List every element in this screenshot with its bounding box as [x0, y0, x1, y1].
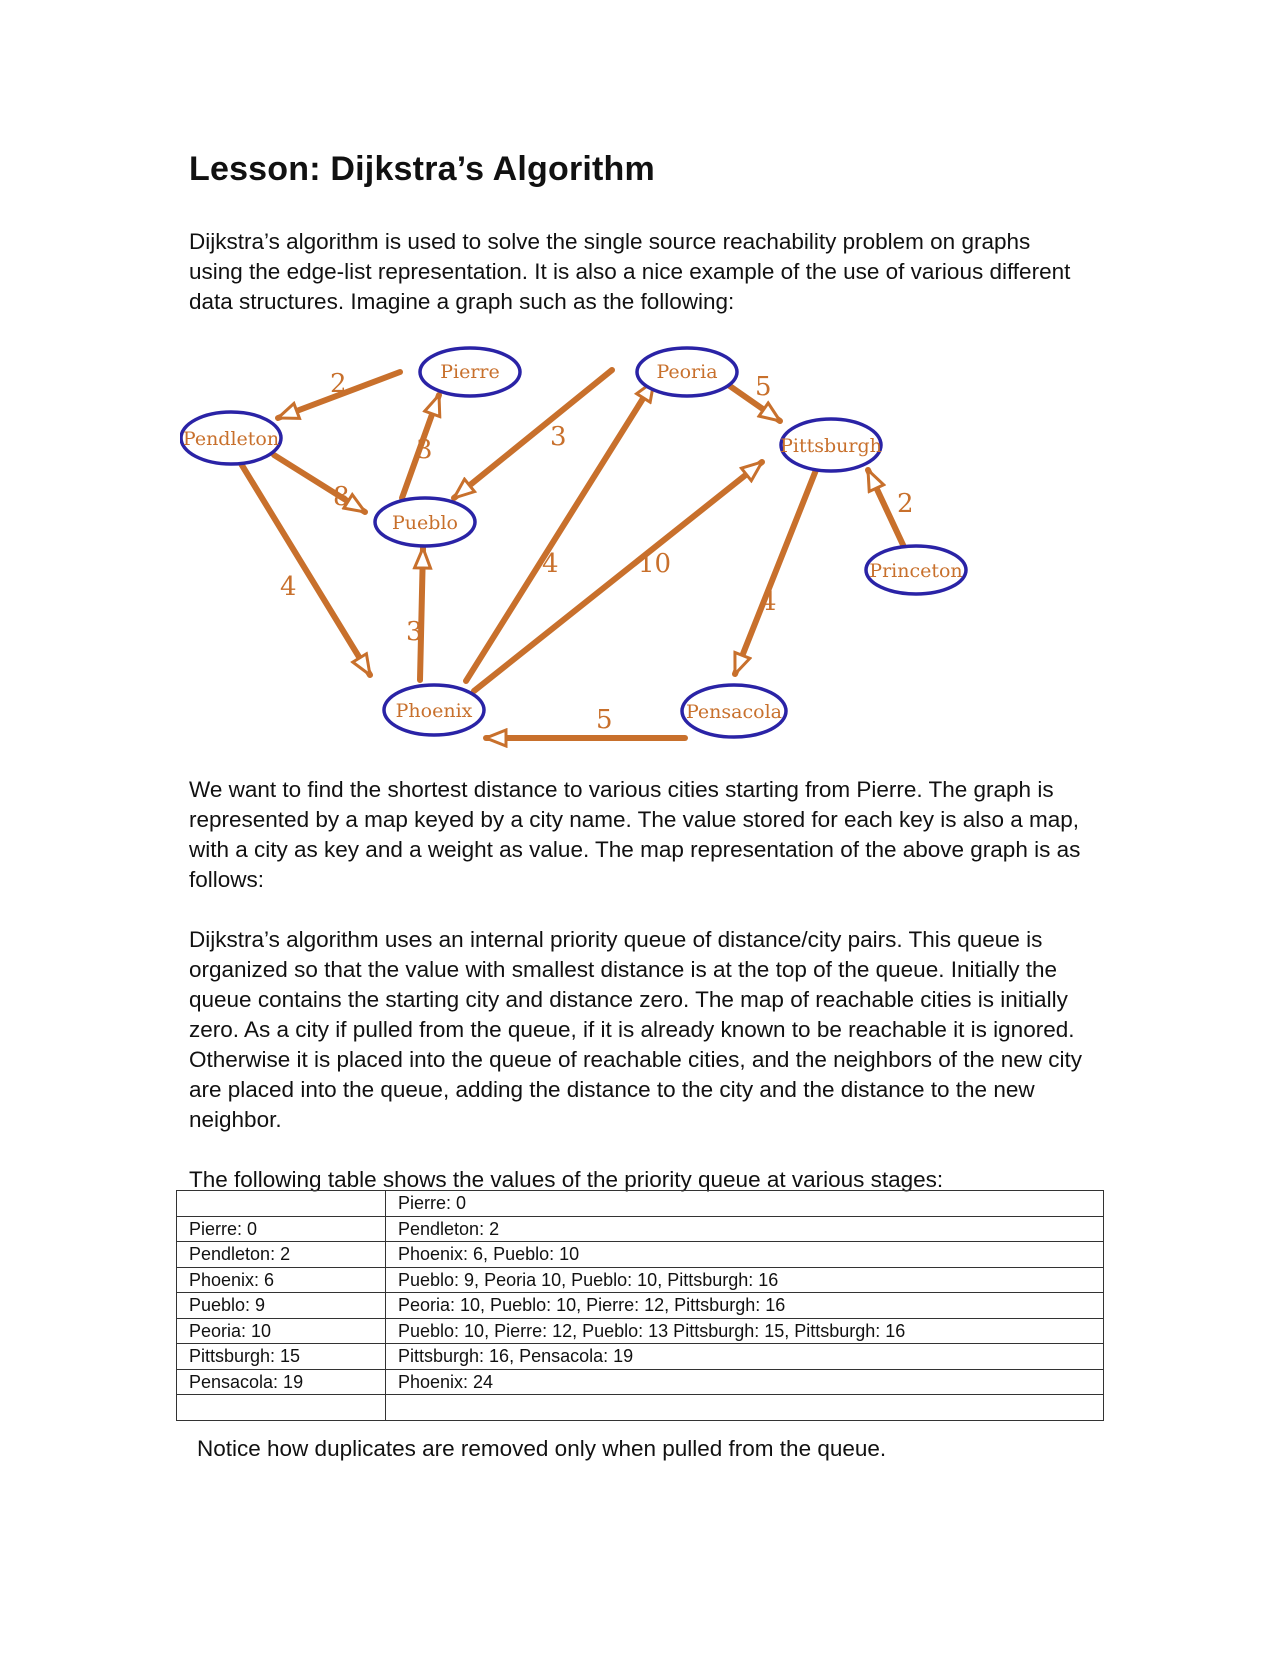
- queue-contents-cell: Peoria: 10, Pueblo: 10, Pierre: 12, Pittsburgh: 16: [386, 1293, 1104, 1319]
- edge-pendleton-phoenix: [240, 462, 370, 675]
- node-princeton: [866, 546, 966, 594]
- node-pueblo: [375, 498, 475, 546]
- edge-phoenix-pittsburgh: [474, 462, 762, 691]
- weight-label: 2: [897, 489, 914, 519]
- weight-label: 5: [596, 705, 613, 735]
- weight-label: 4: [760, 587, 777, 617]
- intro-paragraph: Dijkstra’s algorithm is used to solve the single source reachability problem on graphs using the edge-list representation. It is also a nice example of the use of various different data structures. Imagine a graph such as the following:: [189, 229, 1071, 314]
- weight-label: 8: [333, 482, 350, 512]
- node-peoria: [637, 348, 737, 396]
- pulled-city-cell: Pendleton: 2: [177, 1242, 386, 1268]
- table-intro-paragraph: The following table shows the values of the priority queue at various stages:: [189, 1167, 944, 1192]
- node-pierre: [420, 348, 520, 396]
- queue-contents-cell: Pendleton: 2: [386, 1216, 1104, 1242]
- node-phoenix: [384, 685, 484, 735]
- table-row: [177, 1395, 1104, 1421]
- weight-label: 5: [755, 372, 772, 402]
- node-label: Pendleton: [182, 428, 280, 450]
- pulled-city-cell: [177, 1191, 386, 1217]
- node-label: Phoenix: [395, 700, 473, 722]
- pulled-city-cell: Phoenix: 6: [177, 1267, 386, 1293]
- pulled-city-cell: Pensacola: 19: [177, 1369, 386, 1395]
- queue-contents-cell: Phoenix: 24: [386, 1369, 1104, 1395]
- representation-paragraph: We want to find the shortest distance to various cities starting from Pierre. The graph is represented by a map keyed by a city name. The value stored for each key is also a map, with a city as key and a weight as value. The map representation of the above graph is as follows:: [189, 777, 1081, 892]
- node-label: Pensacola: [686, 701, 782, 723]
- node-label: Pittsburgh: [780, 435, 882, 457]
- node-label: Pueblo: [392, 512, 458, 534]
- queue-contents-cell: Pueblo: 9, Peoria 10, Pueblo: 10, Pittsburgh: 16: [386, 1267, 1104, 1293]
- priority-queue-table: [176, 1190, 1104, 1421]
- footnote: Notice how duplicates are removed only when pulled from the queue.: [197, 1436, 887, 1461]
- table-row: [177, 1318, 1104, 1344]
- weight-label: 10: [638, 549, 672, 579]
- node-label: Peoria: [656, 361, 718, 383]
- weight-label: 3: [416, 435, 433, 465]
- weight-label: 3: [550, 422, 567, 452]
- node-pendleton: [181, 412, 281, 464]
- edge-pittsburgh-pensacola: [735, 470, 816, 674]
- node-pittsburgh: [780, 419, 882, 471]
- queue-contents-cell: [386, 1395, 1104, 1421]
- edge-pendleton-pueblo: [274, 455, 365, 512]
- table-row: [177, 1293, 1104, 1319]
- table-row: [177, 1267, 1104, 1293]
- pulled-city-cell: Peoria: 10: [177, 1318, 386, 1344]
- table-row: [177, 1369, 1104, 1395]
- table-row: [177, 1191, 1104, 1217]
- node-label: Princeton: [869, 560, 963, 582]
- weight-label: 3: [406, 617, 423, 647]
- queue-contents-cell: Phoenix: 6, Pueblo: 10: [386, 1242, 1104, 1268]
- edge-phoenix-pueblo: [420, 548, 423, 680]
- weight-label: 2: [330, 369, 347, 399]
- pulled-city-cell: Pierre: 0: [177, 1216, 386, 1242]
- pulled-city-cell: [177, 1395, 386, 1421]
- node-label: Pierre: [440, 361, 500, 383]
- weight-label: 4: [280, 572, 297, 602]
- weight-label: 4: [542, 549, 559, 579]
- node-pensacola: [682, 685, 786, 737]
- table-row: [177, 1344, 1104, 1370]
- table-row: [177, 1242, 1104, 1268]
- pulled-city-cell: Pueblo: 9: [177, 1293, 386, 1319]
- queue-contents-cell: Pierre: 0: [386, 1191, 1104, 1217]
- queue-paragraph: Dijkstra’s algorithm uses an internal priority queue of distance/city pairs. This queue is organized so that the value with smallest distance is at the top of the queue. Initially the queue contains the starting city and distance zero. The map of reachable cities is initially zero. As a city if pulled from the queue, if it is already known to be reachable it is ignored. Otherwise it is placed into the queue of reachable cities, and the neighbors of the new city are placed into the queue, adding the distance to the city and the distance to the new neighbor.: [189, 927, 1083, 1132]
- pulled-city-cell: Pittsburgh: 15: [177, 1344, 386, 1370]
- queue-contents-cell: Pittsburgh: 16, Pensacola: 19: [386, 1344, 1104, 1370]
- city-graph-diagram: [180, 340, 1000, 765]
- table-row: [177, 1216, 1104, 1242]
- page-title: Lesson: Dijkstra’s Algorithm: [189, 150, 655, 188]
- queue-contents-cell: Pueblo: 10, Pierre: 12, Pueblo: 13 Pittsburgh: 15, Pittsburgh: 16: [386, 1318, 1104, 1344]
